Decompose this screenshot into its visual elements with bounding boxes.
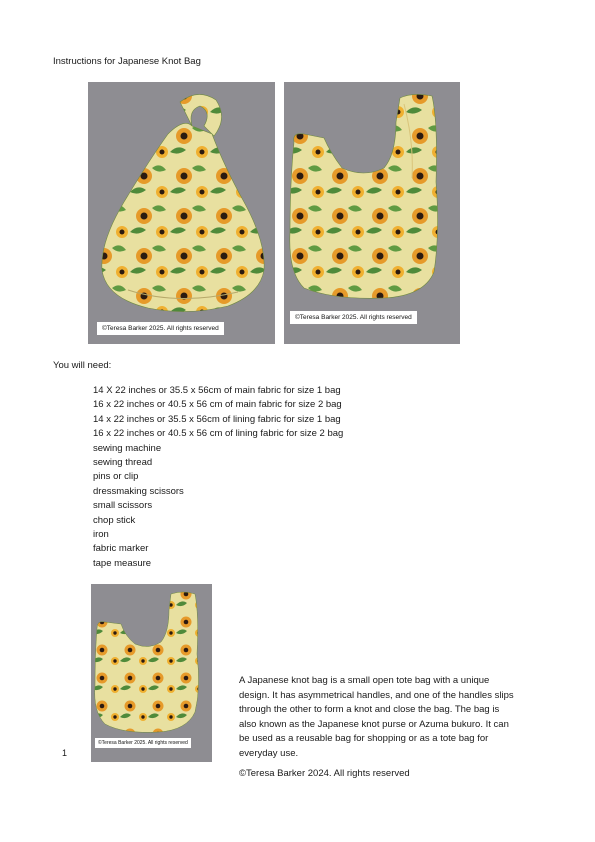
knotted-bag-image (88, 82, 275, 344)
document-title: Instructions for Japanese Knot Bag (53, 56, 201, 67)
materials-list-item: fabric marker (93, 543, 149, 555)
small-bag-photo (91, 584, 212, 762)
open-bag-image (284, 82, 460, 344)
materials-list-item: 14 X 22 inches or 35.5 x 56cm of main fabric for size 1 bag (93, 385, 341, 396)
materials-list-item: 14 x 22 inches or 35.5 x 56cm of lining fabric for size 1 bag (93, 413, 341, 425)
needs-heading: You will need: (53, 360, 112, 371)
materials-list-item: sewing machine (93, 442, 162, 454)
copyright-notice: ©Teresa Barker 2024. All rights reserved (239, 768, 410, 779)
materials-list-item: 16 x 22 inches or 40.5 x 56 cm of lining fabric for size 2 bag (93, 428, 344, 440)
small-bag-image (91, 584, 212, 762)
photo-caption: ©Teresa Barker 2025. All rights reserved (290, 311, 417, 324)
materials-list-item: iron (93, 529, 109, 541)
materials-list-item: pins or clip (93, 471, 139, 483)
open-bag-photo (284, 82, 460, 344)
knotted-bag-photo (88, 82, 275, 344)
bag-description: A Japanese knot bag is a small open tote bag with a unique design. It has asymmetrical handles, and one of the handles slips through the other to form a knot and close the bag. The bag is also known as the Japanese knot purse or Azuma bukuro. It can be used as a reusable bag for shopping or as a tote bag for everyday use. (239, 675, 514, 759)
materials-list-item: small scissors (93, 500, 153, 512)
photo-caption: ©Teresa Barker 2025. All rights reserved (97, 322, 224, 335)
materials-list-item: chop stick (93, 514, 136, 526)
photo-caption: ©Teresa Barker 2025. All rights reserved (95, 738, 191, 748)
materials-list-item: sewing thread (93, 457, 153, 469)
materials-list (93, 384, 343, 571)
materials-list-item: dressmaking scissors (93, 485, 184, 497)
materials-list-item: tape measure (93, 557, 152, 569)
page-number: 1 (62, 748, 68, 758)
materials-list-item: 16 x 22 inches or 40.5 x 56 cm of main fabric for size 2 bag (93, 399, 342, 411)
